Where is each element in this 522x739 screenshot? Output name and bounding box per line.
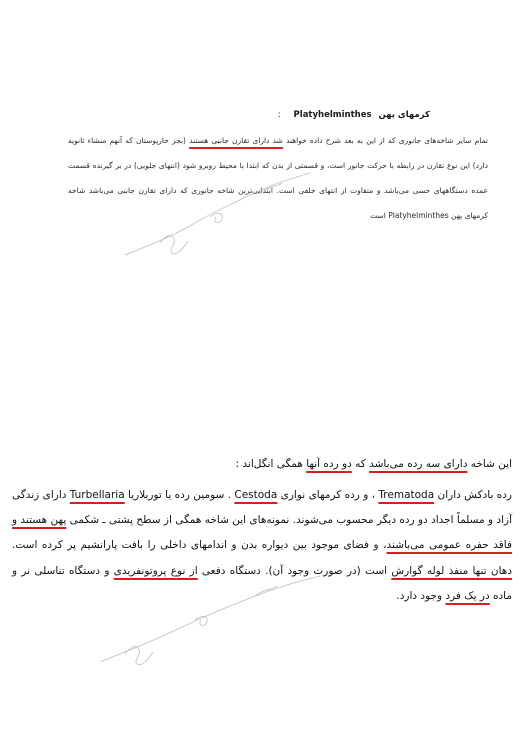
highlighted-phrase: Turbellaria <box>69 489 125 501</box>
classes-text: دارای زندگی آزاد و مسلماً اجداد دو رده دیگر محسوب می‌شوند. نمونه‌های این شاخه همگی از سطح پشتی ـ شکمی <box>12 489 512 527</box>
classes-intro-line <box>12 454 512 474</box>
highlighted-phrase: از نوع پروتونفریدی <box>113 564 198 577</box>
classes-text: رده بادکش داران <box>434 489 512 501</box>
highlighted-phrase: دارای سه رده می‌باشد <box>369 458 468 470</box>
heading-colon: : <box>277 110 281 120</box>
classes-text: است (در صورت وجود آن). دستگاه دفعی <box>197 564 392 577</box>
classes-text: ، و فضای موجود بین دیواره بدن و اندامهای داخلی را بافت پارانشیم پر کرده است. <box>12 539 387 552</box>
classes-text: و دستگاه تناسلی نر و ماده <box>12 564 512 602</box>
classes-paragraph <box>12 483 512 609</box>
classes-intro-text: همگی انگل‌اند : <box>235 458 307 470</box>
highlighted-phrase: دهان تنها منفذ لوله گوارش <box>391 564 512 577</box>
highlighted-phrase: شد دارای تقارن جانبی هستند <box>189 136 283 145</box>
highlighted-phrase: دو رده آنها <box>306 458 352 470</box>
intro-text: تمام سایر شاخه‌های جانوری که از این به بعد شرح داده خواهند <box>282 136 489 145</box>
highlighted-phrase: Trematoda <box>378 489 435 501</box>
heading-latin: Platyhelminthes <box>293 110 372 120</box>
classes-text: وجود دارد. <box>396 589 446 602</box>
classes-text: ، و رده کرمهای نواری <box>277 489 379 501</box>
classes-intro-text: این شاخه <box>467 458 512 470</box>
classes-text: . سومین رده یا توربلاریا <box>124 489 235 501</box>
highlighted-phrase: در یک فرد <box>445 589 490 602</box>
section-heading <box>200 110 430 120</box>
intro-text: (بجز خارپوستان که آنهم منشاء ثانویه دارد) این نوع تقارن در رابطه با حرکت جانور است، و قسمتی از بدن که ابتدا با محیط روبرو شود (انتهای جلویی) در بر گیرنده قسمت عمده دستگاههای حسی می‌باشد و متفاوت از انتهای خلفی است. ابتدایی‌ترین شاخه جانوری که دارای تقارن جانبی می‌باشد شاخه کرمهای پهن Platyhelminthes است <box>68 136 488 220</box>
classes-intro-text: که <box>351 458 370 470</box>
intro-paragraph <box>68 128 488 228</box>
heading-persian: کرمهای پهن <box>378 110 430 120</box>
highlighted-phrase: پهن هستند و فاقد حفره عمومی می‌باشند <box>12 514 512 552</box>
highlighted-phrase: Cestoda <box>234 489 278 501</box>
